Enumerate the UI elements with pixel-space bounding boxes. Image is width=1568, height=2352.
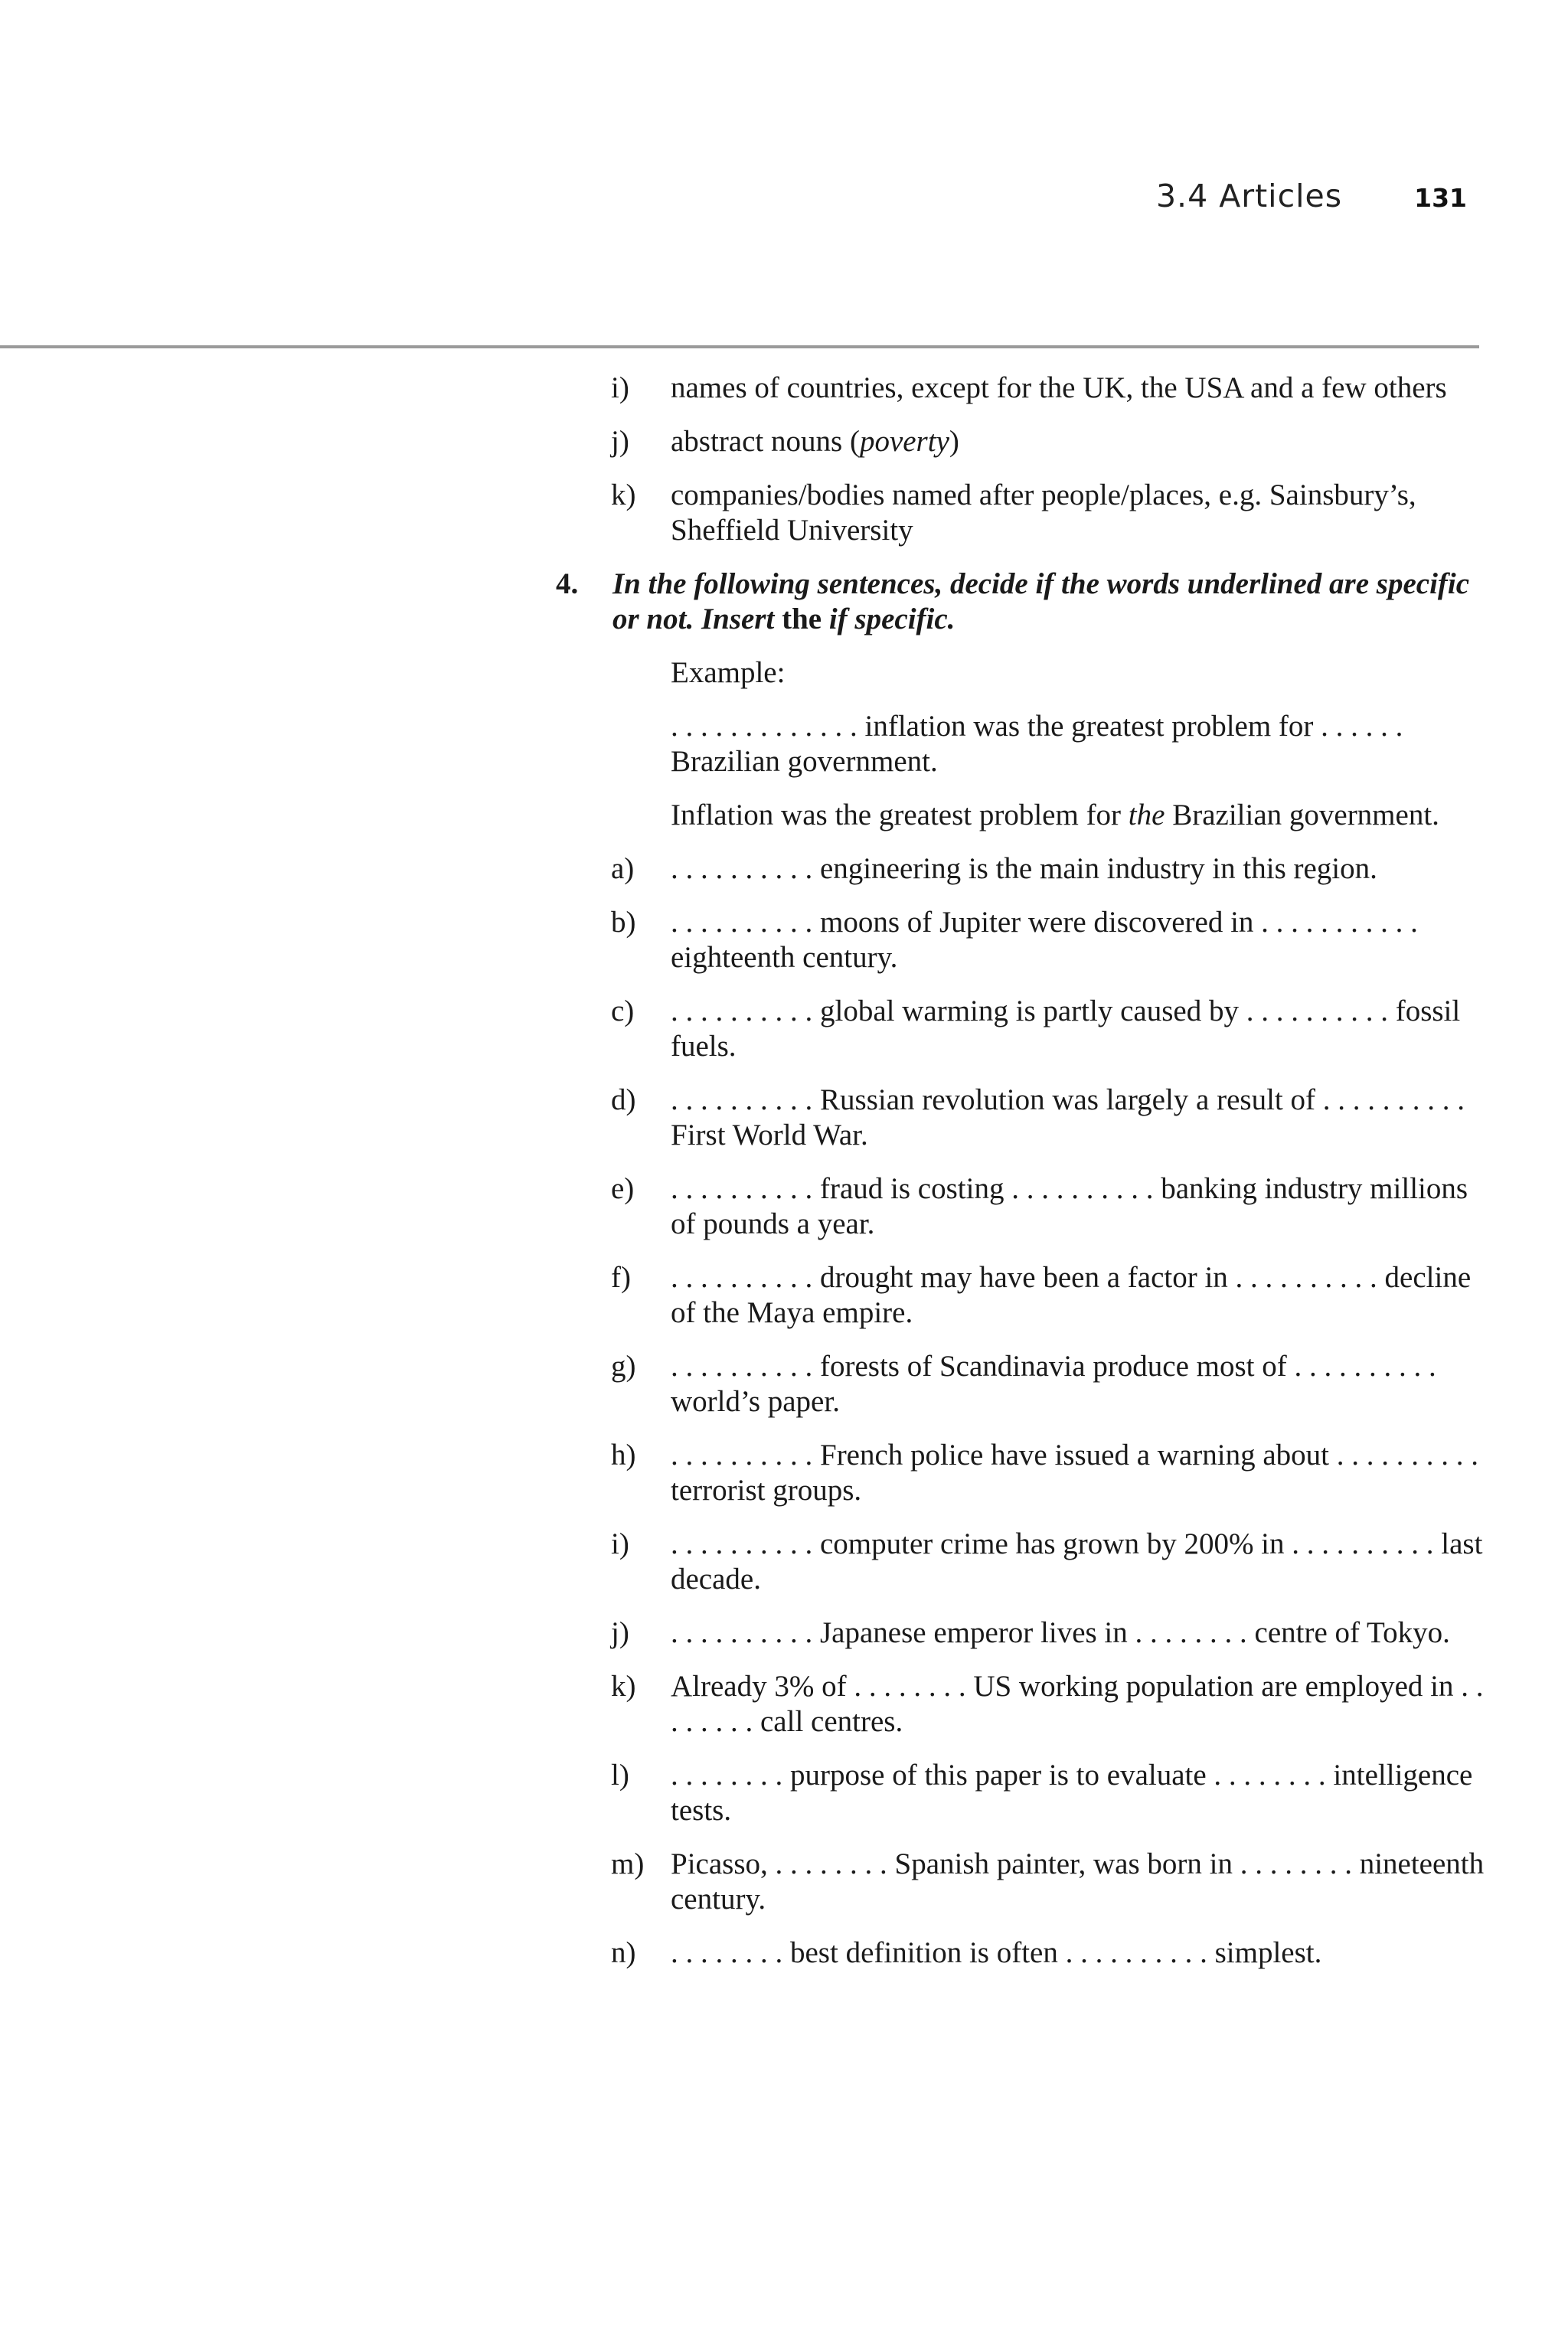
item-marker: d)	[611, 1083, 636, 1116]
item-marker: c)	[611, 995, 635, 1027]
item-marker: k)	[611, 1670, 636, 1703]
item-text: . . . . . . . . . . drought may have been a factor in . . . . . . . . . . decline of the Maya empire.	[671, 1261, 1472, 1329]
item-text: . . . . . . . . . . forests of Scandinavia produce most of . . . . . . . . . . world’s paper.	[671, 1350, 1436, 1418]
instruction-part2: if specific.	[822, 603, 956, 635]
item-marker: i)	[611, 371, 629, 404]
item-text: companies/bodies named after people/places, e.g. Sainsbury’s, Sheffield University	[671, 479, 1416, 547]
item-marker: k)	[611, 479, 636, 511]
header-rule	[0, 345, 1479, 348]
item-marker: i)	[611, 1527, 629, 1560]
item-marker: g)	[611, 1350, 636, 1383]
exercise-item	[556, 1438, 1487, 1508]
example-answer-italic: the	[1128, 799, 1165, 831]
example-answer-after: Brazilian government.	[1165, 799, 1439, 831]
section-title: 3.4 Articles	[1155, 178, 1343, 214]
example-answer	[556, 798, 1487, 833]
question-number: 4.	[556, 567, 579, 600]
item-text: . . . . . . . . . . Russian revolution was largely a result of . . . . . . . . . . First World War.	[671, 1083, 1465, 1152]
page-content	[556, 371, 1487, 1989]
exercise-item	[556, 851, 1487, 887]
exercise-item	[556, 1936, 1487, 1971]
item-text	[671, 425, 959, 458]
list-item	[556, 371, 1487, 406]
item-marker: e)	[611, 1172, 635, 1205]
list-item	[556, 478, 1487, 548]
exercise-item	[556, 905, 1487, 975]
exercise-item	[556, 1171, 1487, 1242]
item-text: . . . . . . . . purpose of this paper is to evaluate . . . . . . . . intelligence tests.	[671, 1759, 1473, 1827]
item-marker: f)	[611, 1261, 631, 1294]
question-4	[556, 567, 1487, 637]
example-label: Example:	[671, 656, 786, 689]
item-text: . . . . . . . . . . moons of Jupiter were discovered in . . . . . . . . . . . eighteenth century.	[671, 906, 1418, 974]
example-gapped-sentence: . . . . . . . . . . . . . inflation was the greatest problem for . . . . . . Brazilian government.	[671, 710, 1403, 778]
item-text: . . . . . . . . . . Japanese emperor lives in . . . . . . . . centre of Tokyo.	[671, 1616, 1450, 1649]
exercise-item	[556, 1615, 1487, 1651]
exercise-item	[556, 994, 1487, 1064]
question-instruction	[612, 567, 1469, 635]
item-text: . . . . . . . . . . computer crime has grown by 200% in . . . . . . . . . . last decade.	[671, 1527, 1483, 1596]
list-item	[556, 424, 1487, 459]
instruction-part1: In the following sentences, decide if the words underlined are specific or not. Insert	[612, 567, 1470, 635]
item-text: Picasso, . . . . . . . . Spanish painter, was born in . . . . . . . . nineteenth century.	[671, 1847, 1485, 1916]
item-text: . . . . . . . . best definition is often . . . . . . . . . . simplest.	[671, 1936, 1322, 1969]
item-marker: j)	[611, 1616, 629, 1649]
item-marker: j)	[611, 425, 629, 458]
exercise-item	[556, 1669, 1487, 1740]
exercise-item	[556, 1349, 1487, 1419]
item-marker: n)	[611, 1936, 636, 1969]
item-text: Already 3% of . . . . . . . . US working population are employed in . . . . . . . . call centres.	[671, 1670, 1484, 1738]
item-marker: b)	[611, 906, 636, 939]
item-text: . . . . . . . . . . engineering is the main industry in this region.	[671, 852, 1377, 885]
item-text: names of countries, except for the UK, the USA and a few others	[671, 371, 1447, 404]
example-answer-before: Inflation was the greatest problem for	[671, 799, 1129, 831]
item-text-after: )	[949, 425, 959, 458]
exercise-item	[556, 1847, 1487, 1917]
item-text: . . . . . . . . . . fraud is costing . . . . . . . . . . banking industry millions of pounds a year.	[671, 1172, 1468, 1240]
item-marker: l)	[611, 1759, 629, 1792]
item-marker: a)	[611, 852, 635, 885]
item-text-italic: poverty	[859, 425, 949, 458]
item-marker: m)	[611, 1847, 645, 1880]
exercise-item	[556, 1758, 1487, 1828]
exercise-item	[556, 1260, 1487, 1331]
exercise-item	[556, 1083, 1487, 1153]
instruction-bold: the	[782, 603, 822, 635]
item-text: . . . . . . . . . . French police have issued a warning about . . . . . . . . . . terrorist groups.	[671, 1439, 1478, 1507]
exercise-item	[556, 1527, 1487, 1597]
item-text-before: abstract nouns (	[671, 425, 860, 458]
page-number: 131	[1414, 183, 1467, 213]
item-marker: h)	[611, 1439, 636, 1472]
item-text: . . . . . . . . . . global warming is partly caused by . . . . . . . . . . fossil fuels.	[671, 995, 1461, 1063]
running-head	[1156, 178, 1467, 214]
